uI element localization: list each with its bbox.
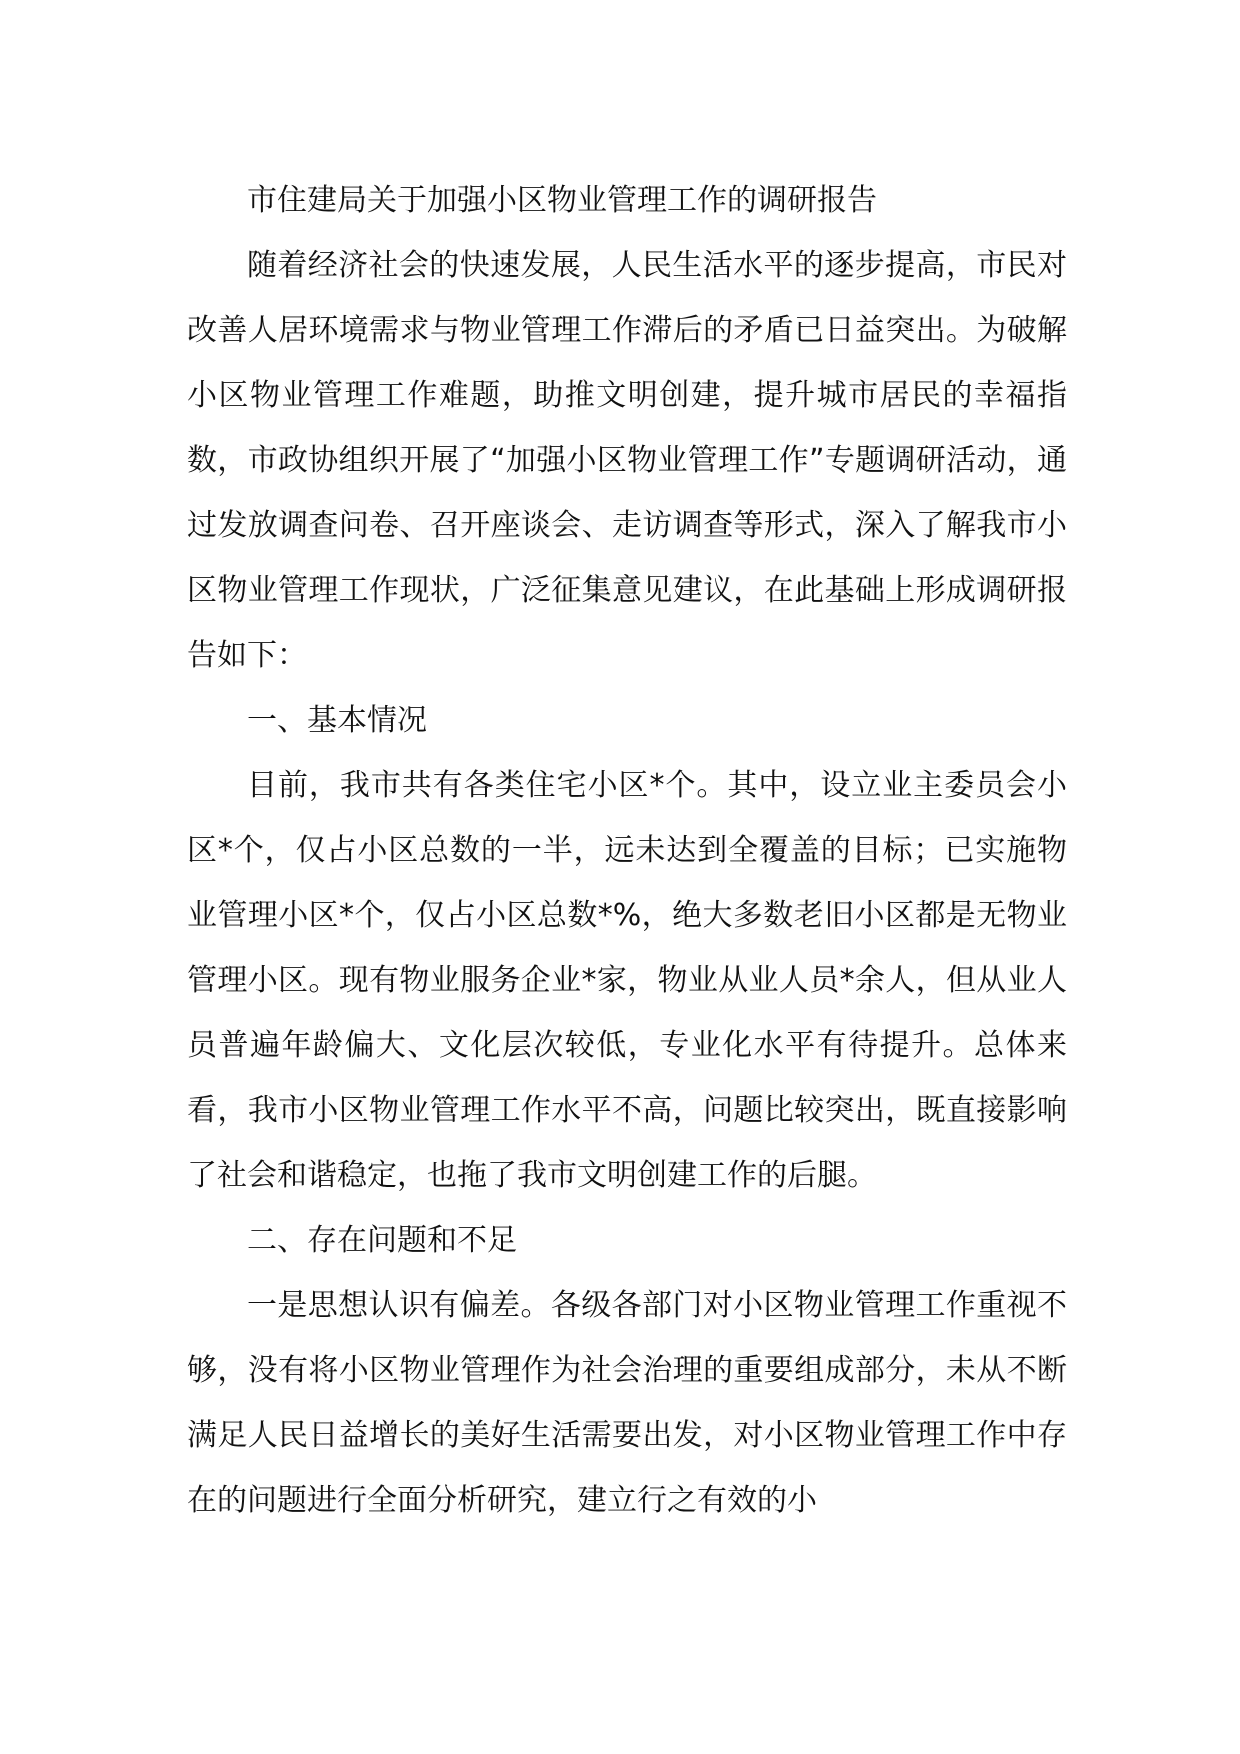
document-body [187, 168, 1067, 1533]
paragraph-problems: 一是思想认识有偏差。各级各部门对小区物业管理工作重视不够，没有将小区物业管理作为社会治理的重要组成部分，未从不断满足人民日益增长的美好生活需要出发，对小区物业管理工作中存在的问题进行全面分析研究，建立行之有效的小 [187, 1288, 1067, 1518]
paragraph-basic-situation: 目前，我市共有各类住宅小区*个。其中，设立业主委员会小区*个，仅占小区总数的一半，远未达到全覆盖的目标；已实施物业管理小区*个，仅占小区总数*%，绝大多数老旧小区都是无物业管理小区。现有物业服务企业*家，物业从业人员*余人，但从业人员普遍年龄偏大、文化层次较低，专业化水平有待提升。总体来看，我市小区物业管理工作水平不高，问题比较突出，既直接影响了社会和谐稳定，也拖了我市文明创建工作的后腿。 [187, 768, 1067, 1193]
section-heading-basic-situation: 一、基本情况 [247, 703, 427, 738]
section-heading-problems: 二、存在问题和不足 [247, 1223, 517, 1258]
paragraph-intro: 随着经济社会的快速发展，人民生活水平的逐步提高，市民对改善人居环境需求与物业管理工作滞后的矛盾已日益突出。为破解小区物业管理工作难题，助推文明创建，提升城市居民的幸福指数，市政协组织开展了“加强小区物业管理工作”专题调研活动，通过发放调查问卷、召开座谈会、走访调查等形式，深入了解我市小区物业管理工作现状，广泛征集意见建议，在此基础上形成调研报告如下： [187, 248, 1067, 673]
document-title: 市住建局关于加强小区物业管理工作的调研报告 [247, 183, 877, 218]
